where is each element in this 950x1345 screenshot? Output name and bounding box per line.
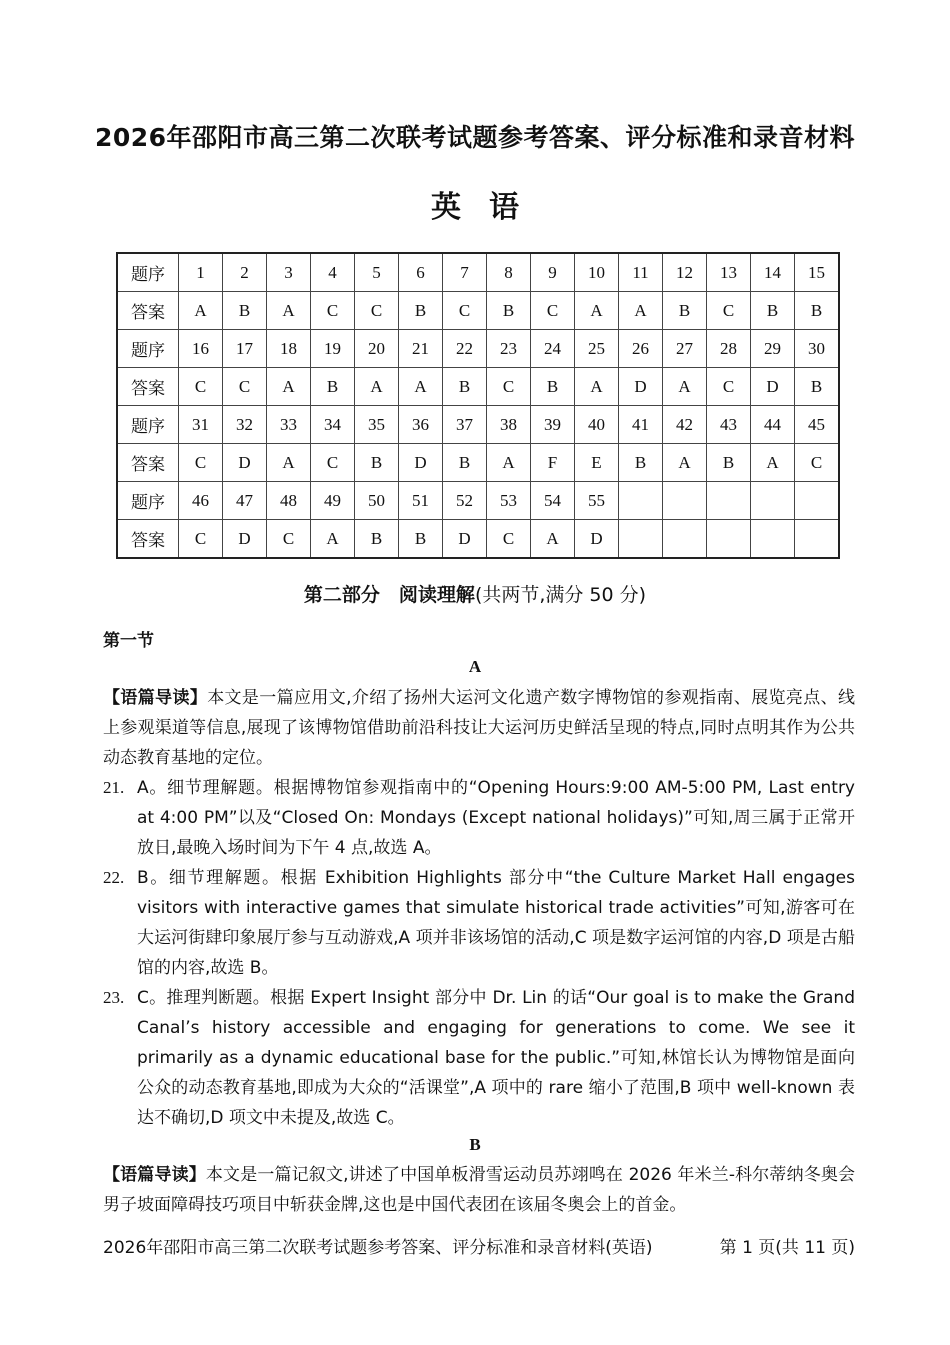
question-cell: 29 (751, 330, 795, 368)
question-cell: 17 (223, 330, 267, 368)
answer-cell: F (531, 444, 575, 482)
question-cell: 1 (179, 253, 223, 292)
answer-cell: B (795, 292, 840, 330)
question-cell: 13 (707, 253, 751, 292)
answer-cell: C (179, 444, 223, 482)
question-cell: 30 (795, 330, 840, 368)
question-cell (707, 482, 751, 520)
question-cell: 11 (619, 253, 663, 292)
question-cell: 20 (355, 330, 399, 368)
answer-cell: D (399, 444, 443, 482)
question-cell: 7 (443, 253, 487, 292)
answer-cell (663, 520, 707, 559)
footer-doc-name: 2026年邵阳市高三第二次联考试题参考答案、评分标准和录音材料(英语) (103, 1238, 653, 1258)
item-number: 21. (103, 778, 125, 797)
answer-row (117, 444, 839, 482)
question-cell: 47 (223, 482, 267, 520)
answer-cell: C (443, 292, 487, 330)
answer-cell: C (311, 444, 355, 482)
answer-cell: A (267, 444, 311, 482)
question-cell: 55 (575, 482, 619, 520)
question-cell: 15 (795, 253, 840, 292)
answer-cell: B (487, 292, 531, 330)
answer-cell: A (179, 292, 223, 330)
question-cell: 33 (267, 406, 311, 444)
answer-cell: C (707, 292, 751, 330)
answer-cell: A (575, 368, 619, 406)
question-cell: 38 (487, 406, 531, 444)
answer-cell: A (267, 368, 311, 406)
question-row-label: 题序 (117, 406, 179, 444)
section-one-heading: 第一节 (103, 631, 154, 651)
answer-cell: B (751, 292, 795, 330)
question-row (117, 253, 839, 292)
guide-text: 本文是一篇记叙文,讲述了中国单板滑雪运动员苏翊鸣在 2026 年米兰-科尔蒂纳冬奥会男子坡面障碍技巧项目中斩获金牌,这也是中国代表团在该届冬奥会上的首金。 (103, 1165, 856, 1215)
question-cell (795, 482, 840, 520)
question-cell: 24 (531, 330, 575, 368)
question-cell: 12 (663, 253, 707, 292)
page-footer (103, 1233, 855, 1258)
answer-cell: C (223, 368, 267, 406)
answer-cell: A (487, 444, 531, 482)
passage-a-letter: A (468, 657, 482, 676)
part-two-score-note: (共两节,满分 50 分) (474, 584, 647, 606)
answer-explanation-23 (103, 983, 855, 1133)
answer-key-table (116, 252, 840, 559)
answer-row (117, 520, 839, 559)
question-cell: 51 (399, 482, 443, 520)
question-cell: 3 (267, 253, 311, 292)
answer-cell: A (399, 368, 443, 406)
question-cell: 4 (311, 253, 355, 292)
answer-cell: B (311, 368, 355, 406)
answer-cell: D (223, 444, 267, 482)
question-cell: 52 (443, 482, 487, 520)
question-cell (619, 482, 663, 520)
answer-cell: C (487, 520, 531, 559)
question-cell: 35 (355, 406, 399, 444)
answer-cell: B (223, 292, 267, 330)
answer-cell: B (443, 368, 487, 406)
answer-cell (795, 520, 840, 559)
answer-cell (751, 520, 795, 559)
answer-cell: A (619, 292, 663, 330)
answer-cell: B (795, 368, 840, 406)
answer-cell: C (179, 368, 223, 406)
answer-cell: B (531, 368, 575, 406)
question-cell: 6 (399, 253, 443, 292)
item-text: B。细节理解题。根据 Exhibition Highlights 部分中“the Culture Market Hall engages visitors with interactive games that simulate historical trade activities”可知,游客可在大运河街肆印象展厅参与互动游戏,A 项并非该场馆的活动,C 项是数字运河馆的内容,D 项是古船馆的内容,故选 B。 (137, 868, 855, 978)
question-cell: 18 (267, 330, 311, 368)
question-cell: 19 (311, 330, 355, 368)
question-row (117, 330, 839, 368)
question-cell: 48 (267, 482, 311, 520)
subject-title: 英语 (431, 190, 547, 225)
guide-tag: 【语篇导读】 (103, 688, 208, 708)
question-row (117, 406, 839, 444)
answer-cell: C (179, 520, 223, 559)
item-text: A。细节理解题。根据博物馆参观指南中的“Opening Hours:9:00 AM-5:00 PM, Last entry at 4:00 PM”以及“Closed On: Mondays (Except national holidays)”可知,周三属于正常开放日,最晚入场时间为下午 4 点,故选 A。 (137, 778, 855, 858)
question-cell: 5 (355, 253, 399, 292)
document-title: 2026年邵阳市高三第二次联考试题参考答案、评分标准和录音材料 (94, 123, 856, 152)
question-cell: 50 (355, 482, 399, 520)
question-cell: 44 (751, 406, 795, 444)
question-cell: 46 (179, 482, 223, 520)
passage-b-guide (103, 1160, 855, 1220)
answer-cell: C (311, 292, 355, 330)
answer-cell: C (355, 292, 399, 330)
answer-cell: B (355, 444, 399, 482)
answer-cell: A (575, 292, 619, 330)
question-cell: 37 (443, 406, 487, 444)
answer-cell: B (619, 444, 663, 482)
item-number: 22. (103, 868, 125, 887)
answer-cell: E (575, 444, 619, 482)
question-cell: 21 (399, 330, 443, 368)
answer-row (117, 292, 839, 330)
question-cell: 45 (795, 406, 840, 444)
answer-cell: C (267, 520, 311, 559)
question-cell: 14 (751, 253, 795, 292)
answer-cell (707, 520, 751, 559)
question-cell: 25 (575, 330, 619, 368)
answer-cell: D (619, 368, 663, 406)
passage-a-guide (103, 683, 855, 773)
answer-cell: A (267, 292, 311, 330)
answer-row-label: 答案 (117, 368, 179, 406)
question-cell: 42 (663, 406, 707, 444)
question-row-label: 题序 (117, 253, 179, 292)
question-cell: 49 (311, 482, 355, 520)
question-cell: 53 (487, 482, 531, 520)
answer-cell: D (575, 520, 619, 559)
answer-cell: C (531, 292, 575, 330)
question-cell: 10 (575, 253, 619, 292)
passage-b-letter: B (469, 1135, 481, 1154)
question-cell: 22 (443, 330, 487, 368)
answer-row-label: 答案 (117, 292, 179, 330)
question-cell: 54 (531, 482, 575, 520)
question-cell: 23 (487, 330, 531, 368)
part-two-heading (0, 580, 950, 607)
answer-explanation-22 (103, 863, 855, 983)
answer-cell: C (707, 368, 751, 406)
question-cell: 9 (531, 253, 575, 292)
answer-cell: A (531, 520, 575, 559)
answer-cell: D (443, 520, 487, 559)
item-number: 23. (103, 988, 125, 1007)
question-cell: 34 (311, 406, 355, 444)
question-cell: 8 (487, 253, 531, 292)
answer-cell: A (663, 444, 707, 482)
answer-cell: B (399, 292, 443, 330)
question-cell: 41 (619, 406, 663, 444)
answer-cell: C (795, 444, 840, 482)
answer-cell: A (355, 368, 399, 406)
question-cell: 2 (223, 253, 267, 292)
question-cell: 40 (575, 406, 619, 444)
question-row (117, 482, 839, 520)
question-cell: 26 (619, 330, 663, 368)
question-cell: 32 (223, 406, 267, 444)
answer-cell: B (355, 520, 399, 559)
footer-page-number: 第 1 页(共 11 页) (719, 1238, 855, 1258)
answer-row-label: 答案 (117, 520, 179, 559)
answer-row-label: 答案 (117, 444, 179, 482)
answer-cell: A (751, 444, 795, 482)
guide-text: 本文是一篇应用文,介绍了扬州大运河文化遗产数字博物馆的参观指南、展览亮点、线上参观渠道等信息,展现了该博物馆借助前沿科技让大运河历史鲜活呈现的特点,同时点明其作为公共动态教育基地的定位。 (103, 688, 856, 768)
answer-cell: D (223, 520, 267, 559)
answer-cell: D (751, 368, 795, 406)
answer-row (117, 368, 839, 406)
question-cell (663, 482, 707, 520)
answer-explanation-21 (103, 773, 855, 863)
question-cell: 39 (531, 406, 575, 444)
question-cell: 31 (179, 406, 223, 444)
question-cell: 16 (179, 330, 223, 368)
answer-cell: B (399, 520, 443, 559)
question-cell: 27 (663, 330, 707, 368)
answer-cell: B (707, 444, 751, 482)
answer-cell: A (311, 520, 355, 559)
question-cell: 43 (707, 406, 751, 444)
question-row-label: 题序 (117, 330, 179, 368)
answer-cell: B (663, 292, 707, 330)
question-cell: 36 (399, 406, 443, 444)
question-row-label: 题序 (117, 482, 179, 520)
answer-cell (619, 520, 663, 559)
answer-cell: C (487, 368, 531, 406)
question-cell (751, 482, 795, 520)
question-cell: 28 (707, 330, 751, 368)
guide-tag: 【语篇导读】 (103, 1165, 206, 1185)
item-text: C。推理判断题。根据 Expert Insight 部分中 Dr. Lin 的话“Our goal is to make the Grand Canal’s history accessible and engaging for generations to come. We see it primarily as a dynamic educational base for the public.”可知,林馆长认为博物馆是面向公众的动态教育基地,即成为大众的“活课堂”,A 项中的 rare 缩小了范围,B 项中 well-known 表达不确切,D 项文中未提及,故选 C。 (137, 988, 855, 1128)
part-two-title: 第二部分 阅读理解 (303, 584, 475, 606)
answer-cell: B (443, 444, 487, 482)
answer-cell: A (663, 368, 707, 406)
